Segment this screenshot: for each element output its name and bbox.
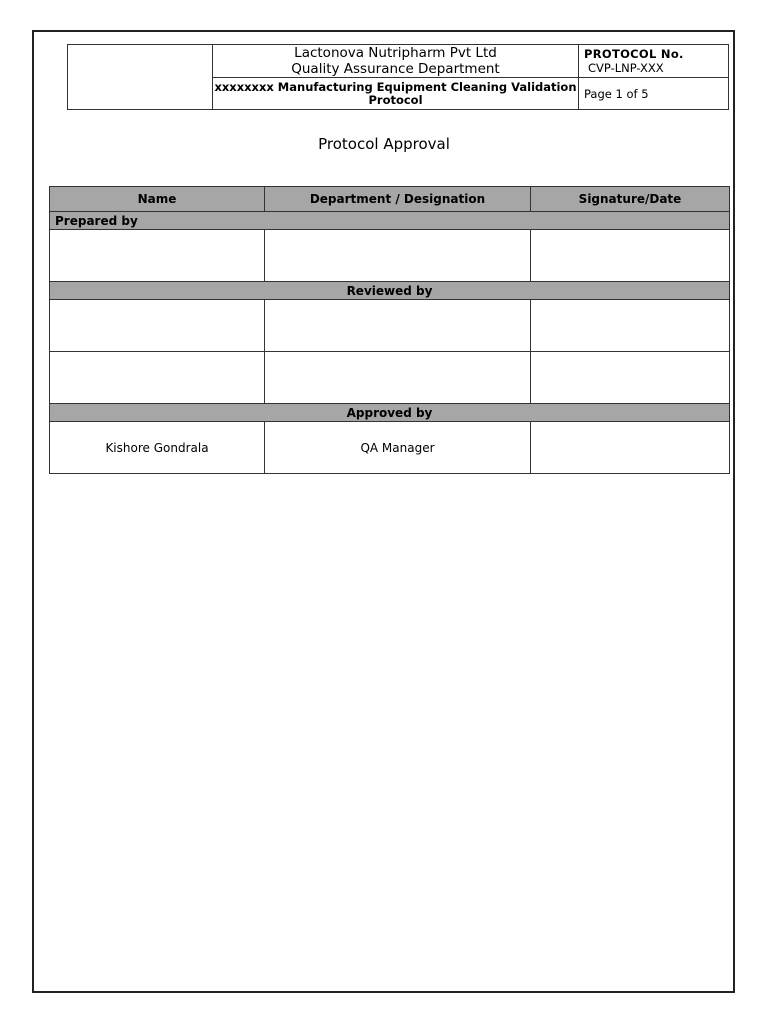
- approver-designation: QA Manager: [265, 422, 531, 474]
- signature-cell: [531, 352, 730, 404]
- group-label-approved: Approved by: [50, 404, 730, 422]
- name-cell: [50, 352, 265, 404]
- page-border: [32, 30, 735, 993]
- name-cell: [50, 230, 265, 282]
- table-row: [50, 422, 730, 474]
- designation-cell: [265, 352, 531, 404]
- company-cell: [213, 45, 579, 78]
- document-header: [67, 44, 729, 110]
- page-info: Page 1 of 5: [579, 78, 729, 110]
- approval-table: [49, 186, 730, 474]
- company-name: Lactonova Nutripharm Pvt Ltd: [294, 45, 497, 61]
- table-header-row: [50, 187, 730, 212]
- protocol-label: PROTOCOL No.: [584, 47, 684, 61]
- protocol-cell: [579, 45, 729, 78]
- document-title: xxxxxxxx Manufacturing Equipment Cleaning Validation Protocol: [213, 78, 579, 110]
- approver-signature: [531, 422, 730, 474]
- signature-cell: [531, 300, 730, 352]
- designation-cell: [265, 230, 531, 282]
- group-row-reviewed: [50, 282, 730, 300]
- approver-name: Kishore Gondrala: [50, 422, 265, 474]
- column-header-designation: Department / Designation: [265, 187, 531, 212]
- group-label-prepared: Prepared by: [50, 212, 730, 230]
- designation-cell: [265, 300, 531, 352]
- group-label-reviewed: Reviewed by: [50, 282, 730, 300]
- table-row: [50, 230, 730, 282]
- table-row: [50, 300, 730, 352]
- logo-cell: [68, 45, 213, 110]
- signature-cell: [531, 230, 730, 282]
- name-cell: [50, 300, 265, 352]
- department-name: Quality Assurance Department: [291, 61, 500, 77]
- section-title: Protocol Approval: [318, 135, 450, 153]
- protocol-number: CVP-LNP-XXX: [588, 61, 664, 75]
- table-row: [50, 352, 730, 404]
- group-row-prepared: [50, 212, 730, 230]
- column-header-name: Name: [50, 187, 265, 212]
- column-header-signature: Signature/Date: [531, 187, 730, 212]
- group-row-approved: [50, 404, 730, 422]
